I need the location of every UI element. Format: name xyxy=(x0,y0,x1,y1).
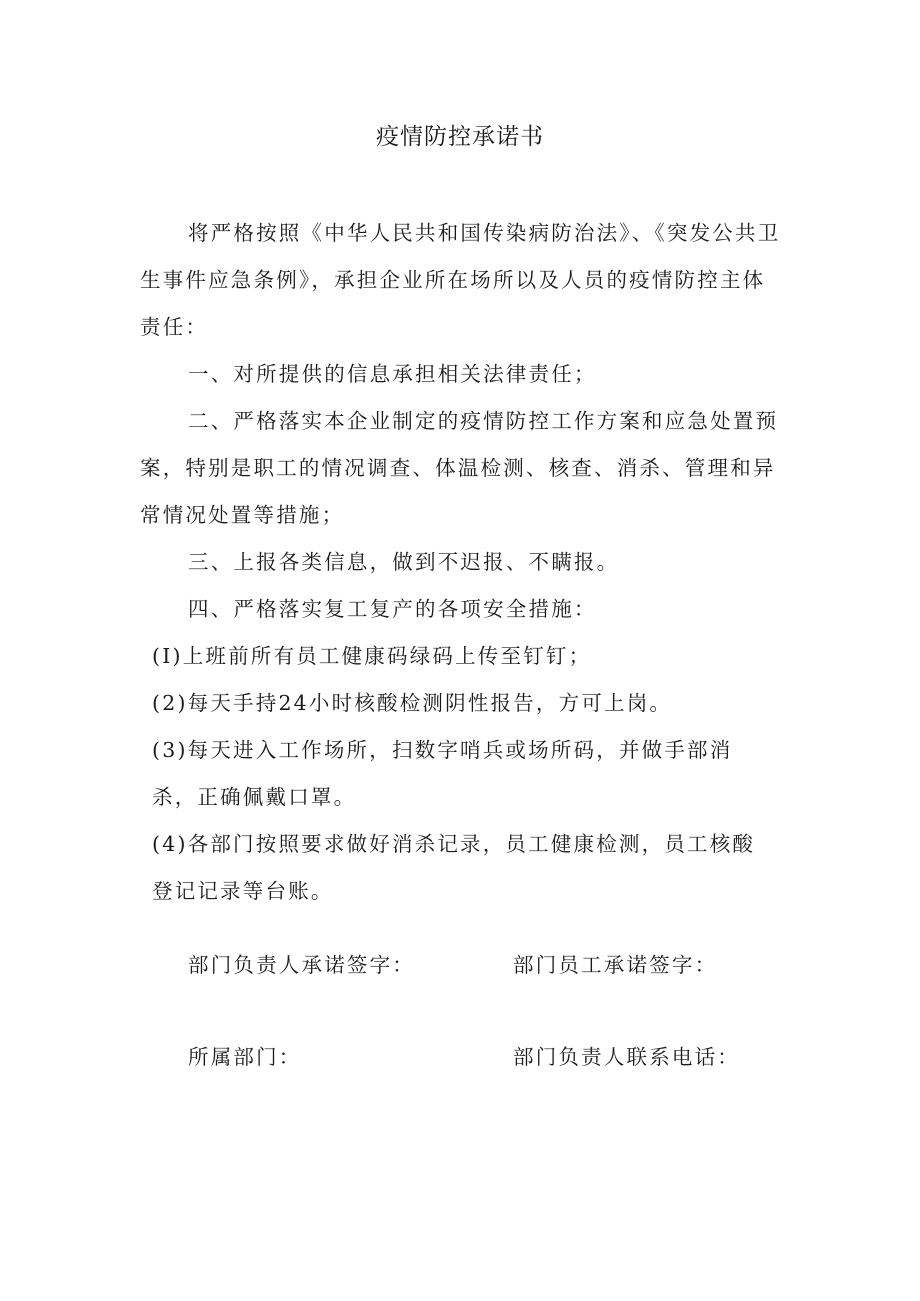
clause-1: 一、对所提供的信息承担相关法律责任； xyxy=(188,362,597,386)
clause-2: 二、严格落实本企业制定的疫情防控工作方案和应急处置预案，特别是职工的情况调查、体温检测、核查、消杀、管理和异常情况处置等措施； xyxy=(140,409,779,527)
measure-1: (I)上班前所有员工健康码绿码上传至钉钉； xyxy=(152,644,592,668)
document-body xyxy=(140,210,785,915)
measure-4: (4)各部门按照要求做好消杀记录，员工健康检测，员工核酸登记记录等台账。 xyxy=(152,832,756,903)
dept-head-signature-label: 部门负责人承诺签字： xyxy=(188,953,415,977)
document-title: 疫情防控承诺书 xyxy=(376,124,544,150)
measure-2: (2)每天手持24小时核酸检测阴性报告，方可上岗。 xyxy=(152,691,673,715)
dept-head-phone-label: 部门负责人联系电话： xyxy=(513,1045,740,1069)
signature-row-2 xyxy=(188,1040,788,1070)
measure-3: (3)每天进入工作场所，扫数字哨兵或场所码，并做手部消杀，正确佩戴口罩。 xyxy=(152,738,733,809)
clause-3: 三、上报各类信息，做到不迟报、不瞒报。 xyxy=(188,550,620,574)
employee-signature-label: 部门员工承诺签字： xyxy=(513,953,718,977)
signature-row-1 xyxy=(188,948,788,978)
clause-4: 四、严格落实复工复产的各项安全措施： xyxy=(188,597,597,621)
intro-paragraph: 将严格按照《中华人民共和国传染病防治法》、《突发公共卫生事件应急条例》，承担企业所在场所以及人员的疫情防控主体责任： xyxy=(140,221,781,339)
department-label: 所属部门： xyxy=(188,1045,302,1069)
